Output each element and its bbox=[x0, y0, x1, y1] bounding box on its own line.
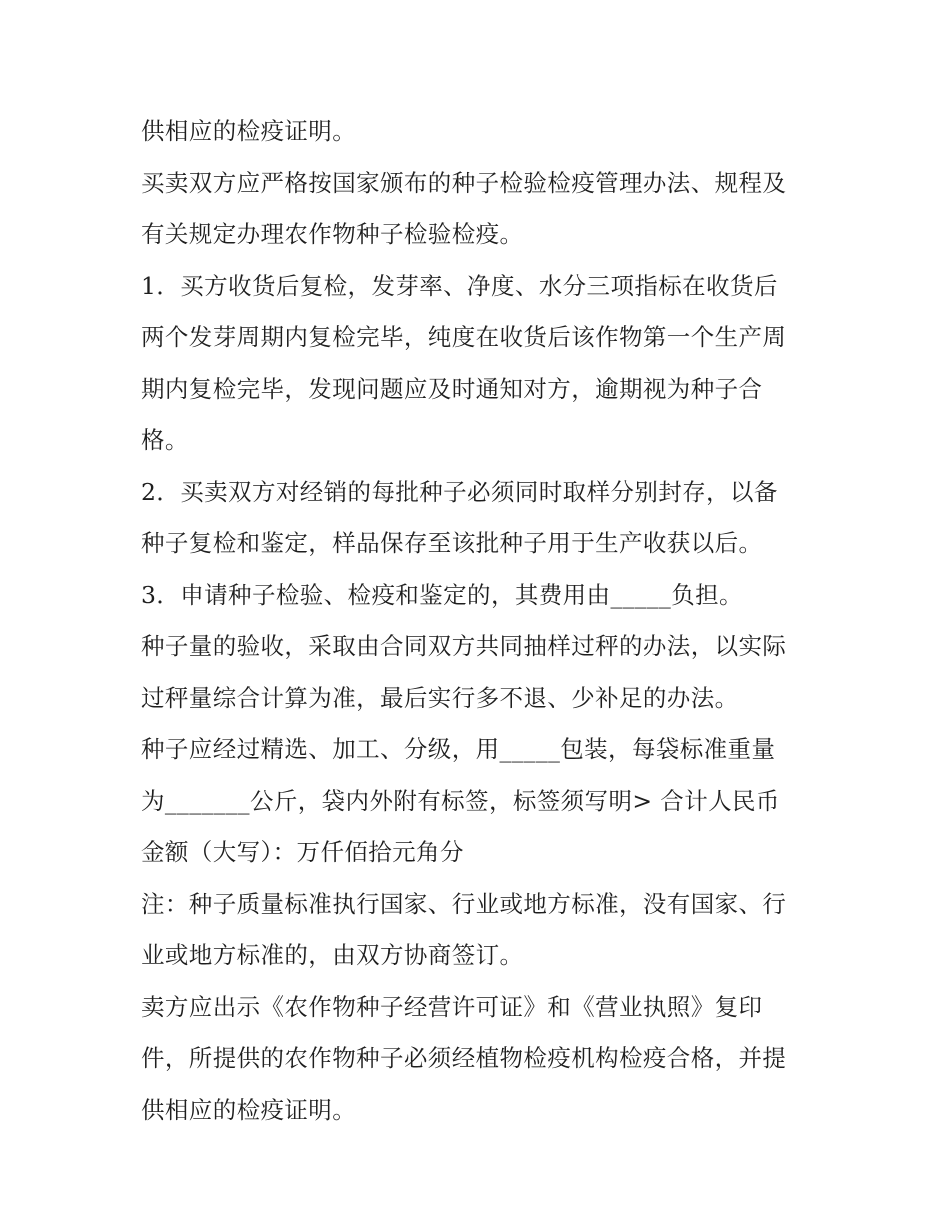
text-line: 有关规定办理农作物种子检验检疫。 bbox=[141, 220, 524, 248]
text-line: 3．申请种子检验、检疫和鉴定的，其费用由_____负担。 bbox=[141, 580, 743, 609]
text-line: 为_______公斤，袋内外附有标签，标签须写明> 合计人民币 bbox=[141, 786, 780, 815]
text-line: 种子量的验收，采取由合同双方共同抽样过秤的办法，以实际 bbox=[141, 632, 787, 660]
text-line: 注：种子质量标准执行国家、行业或地方标准，没有国家、行 bbox=[141, 889, 787, 918]
text-line: 业或地方标准的，由双方协商签订。 bbox=[141, 941, 524, 969]
text-line: 期内复检完毕，发现问题应及时通知对方，逾期视为种子合 bbox=[141, 374, 763, 403]
text-line: 件，所提供的农作物种子必须经植物检疫机构检疫合格，并提 bbox=[141, 1044, 787, 1072]
text-line: 格。 bbox=[141, 426, 189, 454]
text-line: 种子复检和鉴定，样品保存至该批种子用于生产收获以后。 bbox=[141, 529, 763, 557]
text-line: 种子应经过精选、加工、分级，用_____包装，每袋标准重量 bbox=[141, 735, 776, 763]
text-line: 供相应的检疫证明。 bbox=[141, 1095, 357, 1124]
text-line: 卖方应出示《农作物种子经营许可证》和《营业执照》复印 bbox=[141, 992, 763, 1021]
text-line: 两个发芽周期内复检完毕，纯度在收货后该作物第一个生产周 bbox=[141, 323, 787, 351]
text-line: 过秤量综合计算为准，最后实行多不退、少补足的办法。 bbox=[141, 683, 739, 712]
document-body bbox=[141, 106, 821, 1136]
text-line: 供相应的检疫证明。 bbox=[141, 117, 357, 145]
text-line: 买卖双方应严格按国家颁布的种子检验检疫管理办法、规程及 bbox=[141, 168, 787, 197]
text-line: 1．买方收货后复检，发芽率、净度、水分三项指标在收货后 bbox=[141, 271, 778, 300]
text-line: 2．买卖双方对经销的每批种子必须同时取样分别封存，以备 bbox=[141, 477, 778, 506]
text-line: 金额（大写）：万仟佰拾元角分 bbox=[141, 838, 464, 866]
